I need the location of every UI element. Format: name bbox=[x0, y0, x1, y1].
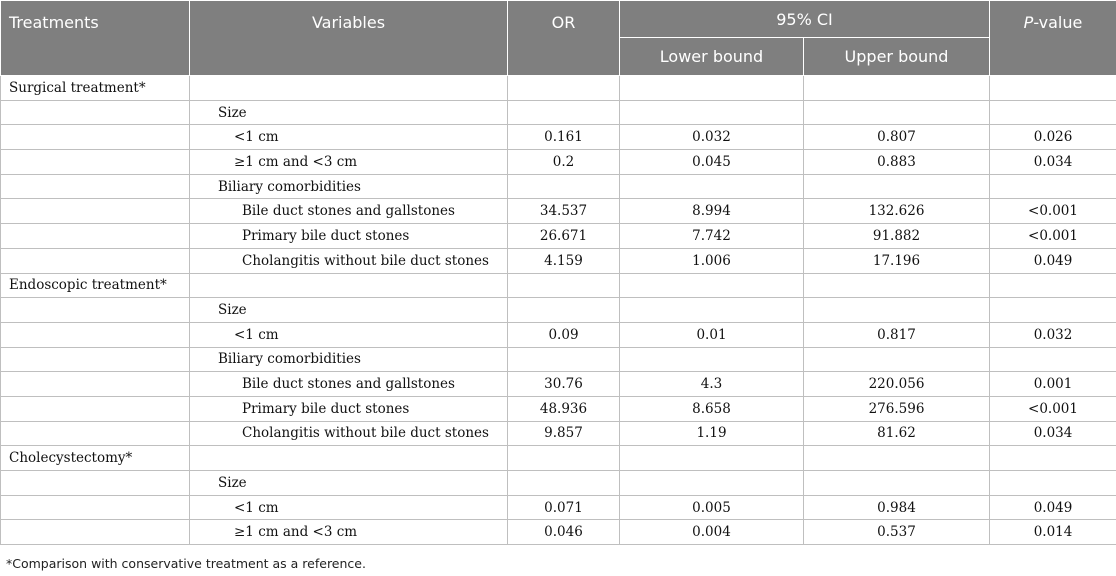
p-value-cell: 0.049 bbox=[990, 248, 1116, 273]
treatment-cell bbox=[1, 174, 190, 199]
treatment-cell bbox=[1, 495, 190, 520]
p-value-cell: 0.032 bbox=[990, 322, 1116, 347]
p-value-cell bbox=[990, 471, 1116, 496]
lower-bound-cell bbox=[620, 273, 804, 298]
lower-bound-cell: 1.19 bbox=[620, 421, 804, 446]
table-row bbox=[1, 372, 1116, 397]
table-row bbox=[1, 150, 1116, 175]
variable-cell: Primary bile duct stones bbox=[190, 224, 508, 249]
table-header bbox=[1, 1, 1116, 76]
header-upper-bound: Upper bound bbox=[804, 38, 990, 76]
or-cell: 0.161 bbox=[508, 125, 620, 150]
upper-bound-cell bbox=[804, 446, 990, 471]
variable-cell: Biliary comorbidities bbox=[190, 174, 508, 199]
or-cell: 48.936 bbox=[508, 396, 620, 421]
upper-bound-cell: 81.62 bbox=[804, 421, 990, 446]
p-value-cell bbox=[990, 347, 1116, 372]
treatment-cell bbox=[1, 520, 190, 545]
footnote: *Comparison with conservative treatment as a reference. bbox=[6, 556, 366, 571]
table-row bbox=[1, 471, 1116, 496]
variable-cell: Size bbox=[190, 298, 508, 323]
table-row bbox=[1, 322, 1116, 347]
upper-bound-cell: 276.596 bbox=[804, 396, 990, 421]
upper-bound-cell bbox=[804, 347, 990, 372]
lower-bound-cell: 0.004 bbox=[620, 520, 804, 545]
variable-cell: ≥1 cm and <3 cm bbox=[190, 150, 508, 175]
lower-bound-cell: 8.658 bbox=[620, 396, 804, 421]
treatment-cell bbox=[1, 372, 190, 397]
table-row bbox=[1, 520, 1116, 545]
upper-bound-cell: 0.984 bbox=[804, 495, 990, 520]
variable-cell: <1 cm bbox=[190, 495, 508, 520]
header-p-value bbox=[990, 1, 1116, 76]
variable-cell: Bile duct stones and gallstones bbox=[190, 199, 508, 224]
or-cell: 0.2 bbox=[508, 150, 620, 175]
table-row bbox=[1, 76, 1116, 101]
variable-cell: <1 cm bbox=[190, 322, 508, 347]
upper-bound-cell: 0.883 bbox=[804, 150, 990, 175]
lower-bound-cell bbox=[620, 298, 804, 323]
variable-cell: Cholangitis without bile duct stones bbox=[190, 421, 508, 446]
or-cell: 4.159 bbox=[508, 248, 620, 273]
treatment-cell bbox=[1, 248, 190, 273]
table-row bbox=[1, 298, 1116, 323]
variable-cell: Primary bile duct stones bbox=[190, 396, 508, 421]
lower-bound-cell: 8.994 bbox=[620, 199, 804, 224]
table-row bbox=[1, 174, 1116, 199]
lower-bound-cell: 7.742 bbox=[620, 224, 804, 249]
or-cell bbox=[508, 347, 620, 372]
or-cell bbox=[508, 471, 620, 496]
treatment-cell bbox=[1, 224, 190, 249]
treatment-cell bbox=[1, 298, 190, 323]
p-value-cell bbox=[990, 446, 1116, 471]
upper-bound-cell: 91.882 bbox=[804, 224, 990, 249]
p-value-cell bbox=[990, 298, 1116, 323]
header-lower-bound: Lower bound bbox=[620, 38, 804, 76]
table-row bbox=[1, 421, 1116, 446]
table-row bbox=[1, 273, 1116, 298]
upper-bound-cell: 17.196 bbox=[804, 248, 990, 273]
lower-bound-cell bbox=[620, 347, 804, 372]
treatment-cell bbox=[1, 421, 190, 446]
or-cell bbox=[508, 100, 620, 125]
treatment-cell bbox=[1, 347, 190, 372]
p-value-cell: 0.014 bbox=[990, 520, 1116, 545]
variable-cell bbox=[190, 273, 508, 298]
table-row bbox=[1, 125, 1116, 150]
or-cell bbox=[508, 273, 620, 298]
treatment-cell bbox=[1, 125, 190, 150]
treatment-cell: Cholecystectomy* bbox=[1, 446, 190, 471]
treatment-cell: Surgical treatment* bbox=[1, 76, 190, 101]
variable-cell: ≥1 cm and <3 cm bbox=[190, 520, 508, 545]
table-row bbox=[1, 199, 1116, 224]
or-cell bbox=[508, 76, 620, 101]
p-value-cell bbox=[990, 174, 1116, 199]
or-cell: 34.537 bbox=[508, 199, 620, 224]
header-treatments: Treatments bbox=[1, 1, 190, 76]
variable-cell: Bile duct stones and gallstones bbox=[190, 372, 508, 397]
upper-bound-cell bbox=[804, 471, 990, 496]
or-cell: 0.09 bbox=[508, 322, 620, 347]
p-value-cell: 0.034 bbox=[990, 421, 1116, 446]
header-variables: Variables bbox=[190, 1, 508, 76]
or-cell bbox=[508, 174, 620, 199]
header-p-italic: P bbox=[1023, 13, 1034, 32]
upper-bound-cell bbox=[804, 273, 990, 298]
or-cell: 0.071 bbox=[508, 495, 620, 520]
lower-bound-cell: 0.032 bbox=[620, 125, 804, 150]
p-value-cell: 0.049 bbox=[990, 495, 1116, 520]
lower-bound-cell: 0.045 bbox=[620, 150, 804, 175]
lower-bound-cell bbox=[620, 446, 804, 471]
table-row bbox=[1, 396, 1116, 421]
p-value-cell: <0.001 bbox=[990, 396, 1116, 421]
or-cell bbox=[508, 298, 620, 323]
table-row bbox=[1, 100, 1116, 125]
upper-bound-cell: 220.056 bbox=[804, 372, 990, 397]
lower-bound-cell: 0.01 bbox=[620, 322, 804, 347]
p-value-cell bbox=[990, 76, 1116, 101]
lower-bound-cell: 4.3 bbox=[620, 372, 804, 397]
or-cell: 30.76 bbox=[508, 372, 620, 397]
upper-bound-cell bbox=[804, 174, 990, 199]
variable-cell: Cholangitis without bile duct stones bbox=[190, 248, 508, 273]
lower-bound-cell bbox=[620, 100, 804, 125]
variable-cell: Biliary comorbidities bbox=[190, 347, 508, 372]
treatment-cell bbox=[1, 150, 190, 175]
p-value-cell: <0.001 bbox=[990, 199, 1116, 224]
or-cell: 9.857 bbox=[508, 421, 620, 446]
table-row bbox=[1, 248, 1116, 273]
variable-cell bbox=[190, 446, 508, 471]
treatment-cell bbox=[1, 322, 190, 347]
upper-bound-cell: 132.626 bbox=[804, 199, 990, 224]
treatment-cell bbox=[1, 471, 190, 496]
treatment-cell bbox=[1, 199, 190, 224]
upper-bound-cell bbox=[804, 100, 990, 125]
treatment-cell bbox=[1, 396, 190, 421]
lower-bound-cell: 0.005 bbox=[620, 495, 804, 520]
variable-cell: Size bbox=[190, 471, 508, 496]
table-row bbox=[1, 495, 1116, 520]
table-row bbox=[1, 224, 1116, 249]
p-value-cell bbox=[990, 100, 1116, 125]
upper-bound-cell: 0.807 bbox=[804, 125, 990, 150]
variable-cell: <1 cm bbox=[190, 125, 508, 150]
header-p-rest: -value bbox=[1033, 13, 1083, 32]
upper-bound-cell bbox=[804, 76, 990, 101]
treatment-cell bbox=[1, 100, 190, 125]
upper-bound-cell: 0.817 bbox=[804, 322, 990, 347]
or-cell bbox=[508, 446, 620, 471]
upper-bound-cell: 0.537 bbox=[804, 520, 990, 545]
lower-bound-cell: 1.006 bbox=[620, 248, 804, 273]
upper-bound-cell bbox=[804, 298, 990, 323]
or-cell: 0.046 bbox=[508, 520, 620, 545]
table-row bbox=[1, 446, 1116, 471]
p-value-cell: <0.001 bbox=[990, 224, 1116, 249]
lower-bound-cell bbox=[620, 471, 804, 496]
treatment-cell: Endoscopic treatment* bbox=[1, 273, 190, 298]
variable-cell: Size bbox=[190, 100, 508, 125]
table-row bbox=[1, 347, 1116, 372]
p-value-cell: 0.026 bbox=[990, 125, 1116, 150]
lower-bound-cell bbox=[620, 174, 804, 199]
header-or: OR bbox=[508, 1, 620, 76]
header-ci: 95% CI bbox=[620, 1, 990, 38]
or-cell: 26.671 bbox=[508, 224, 620, 249]
p-value-cell bbox=[990, 273, 1116, 298]
p-value-cell: 0.001 bbox=[990, 372, 1116, 397]
p-value-cell: 0.034 bbox=[990, 150, 1116, 175]
variable-cell bbox=[190, 76, 508, 101]
lower-bound-cell bbox=[620, 76, 804, 101]
table-body bbox=[1, 76, 1116, 545]
